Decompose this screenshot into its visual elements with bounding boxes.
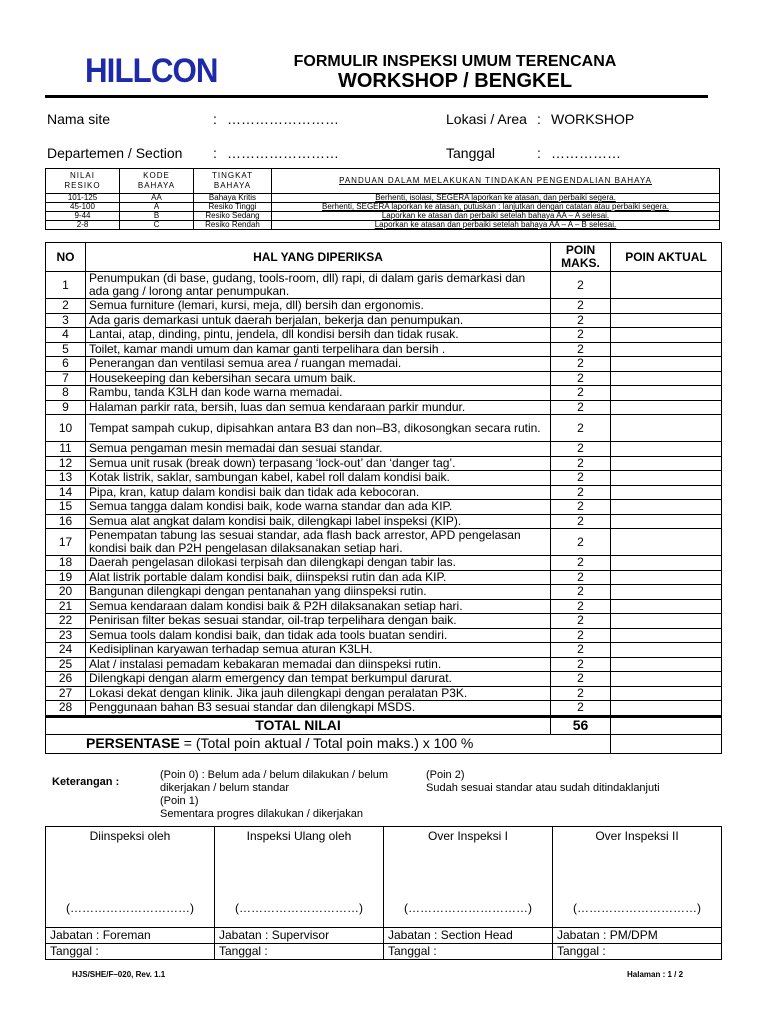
signature-name-line[interactable]: (…………………………) [573,901,701,915]
item-max-points: 2 [551,628,611,643]
item-number: 17 [46,529,86,556]
item-actual-points[interactable] [611,415,722,442]
item-max-points: 2 [551,371,611,386]
checklist-row [46,442,722,457]
item-number: 20 [46,585,86,600]
item-actual-points[interactable] [611,614,722,629]
checklist-row [46,643,722,658]
item-max-points: 2 [551,313,611,328]
form-subtitle: WORKSHOP / BENGKEL [337,70,573,92]
risk-cell: Resiko Sedang [194,212,272,221]
lokasi-value[interactable]: WORKSHOP [551,111,635,127]
signature-box-row [46,827,722,928]
site-label: Nama site [47,111,111,127]
checklist-row [46,500,722,515]
tanggal-cell[interactable]: Tanggal : [46,944,215,960]
item-number: 22 [46,614,86,629]
checklist-row [46,628,722,643]
risk-cell: Resiko Rendah [194,221,272,230]
item-text: Bangunan dilengkapi dengan pentanahan yang diinspeksi rutin. [86,585,551,600]
item-actual-points[interactable] [611,400,722,415]
item-text: Tempat sampah cukup, dipisahkan antara B3 dan non–B3, dikosongkan secara rutin. [86,415,551,442]
item-number: 21 [46,599,86,614]
checklist-row [46,701,722,717]
checklist-row [46,357,722,372]
item-text: Semua furniture (lemari, kursi, meja, dll) bersih dan ergonomis. [86,299,551,314]
item-max-points: 2 [551,701,611,717]
company-logo: HILLCON [85,52,218,90]
item-max-points: 2 [551,456,611,471]
checklist-row [46,585,722,600]
checklist-row [46,529,722,556]
item-max-points: 2 [551,400,611,415]
item-max-points: 2 [551,556,611,571]
item-number: 25 [46,657,86,672]
item-actual-points[interactable] [611,529,722,556]
col-actual-header: POIN AKTUAL [611,243,722,272]
checklist-row [46,415,722,442]
signature-box[interactable] [215,827,384,928]
persentase-label: PERSENTASE [86,735,180,751]
item-text: Semua alat angkat dalam kondisi baik, dilengkapi label inspeksi (KIP). [86,514,551,529]
item-text: Semua pengaman mesin memadai dan sesuai standar. [86,442,551,457]
risk-cell: Bahaya Kritis [194,194,272,203]
checklist-row [46,313,722,328]
risk-cell: 45-100 [46,203,120,212]
tanggal-row [46,944,722,960]
item-text: Lokasi dekat dengan klinik. Jika jauh dilengkapi dengan peralatan P3K. [86,686,551,701]
item-text: Alat / instalasi pemadam kebakaran memadai dan diinspeksi rutin. [86,657,551,672]
total-max-value: 56 [551,716,611,734]
checklist-row [46,556,722,571]
risk-cell: 101-125 [46,194,120,203]
item-actual-points[interactable] [611,657,722,672]
keterangan-poin2-label: (Poin 2) [426,769,465,781]
risk-cell: C [120,221,194,230]
item-text: Ada garis demarkasi untuk daerah berjalan, bekerja dan penumpukan. [86,313,551,328]
item-number: 7 [46,371,86,386]
item-text: Rambu, tanda K3LH dan kode warna memadai. [86,386,551,401]
risk-cell: Laporkan ke atasan dan perbaiki setelah bahaya AA – A selesai. [272,212,720,221]
item-text: Penggunaan bahan B3 sesuai standar dan dilengkapi MSDS. [86,701,551,717]
item-text: Semua unit rusak (break down) terpasang ‘lock-out’ dan ‘danger tag’. [86,456,551,471]
form-title: FORMULIR INSPEKSI UMUM TERENCANA [293,53,617,70]
tanggal-colon: : [537,145,541,161]
item-text: Kotak listrik, saklar, sambungan kabel, kabel roll dalam kondisi baik. [86,471,551,486]
item-actual-points[interactable] [611,371,722,386]
site-value[interactable]: …………………… [227,111,339,127]
persentase-value[interactable] [611,734,722,753]
item-actual-points[interactable] [611,272,722,299]
checklist-header-row [46,243,722,272]
checklist-row [46,471,722,486]
item-actual-points[interactable] [611,328,722,343]
item-number: 8 [46,386,86,401]
item-number: 5 [46,342,86,357]
item-text: Penempatan tabung las sesuai standar, ada flash back arrestor, APD pengelasan kondisi baik dan P2H pengelasan dilaksanakan setiap hari. [86,529,551,556]
item-number: 16 [46,514,86,529]
page-number: Halaman : 1 / 2 [627,970,684,979]
site-colon: : [213,111,217,127]
item-max-points: 2 [551,485,611,500]
keterangan-poin0: (Poin 0) : Belum ada / belum dilakukan / belum dikerjakan / belum standar [160,769,389,794]
item-max-points: 2 [551,599,611,614]
col-item-header: HAL YANG DIPERIKSA [86,243,551,272]
persentase-formula: = (Total poin aktual / Total poin maks.) x 100 % [179,735,474,751]
item-number: 28 [46,701,86,717]
signature-title: Inspeksi Ulang oleh [246,829,352,843]
item-actual-points[interactable] [611,342,722,357]
signature-box[interactable] [384,827,553,928]
tanggal-value[interactable]: …………… [551,145,621,161]
keterangan-label: Keterangan : [52,776,120,788]
item-actual-points[interactable] [611,313,722,328]
item-max-points: 2 [551,614,611,629]
lokasi-colon: : [537,111,541,127]
item-number: 10 [46,415,86,442]
item-max-points: 2 [551,643,611,658]
tanggal-cell[interactable]: Tanggal : [553,944,722,960]
checklist-row [46,328,722,343]
checklist-row [46,599,722,614]
risk-cell: 2-8 [46,221,120,230]
checklist-row [46,386,722,401]
total-row [46,716,722,734]
item-number: 11 [46,442,86,457]
item-actual-points[interactable] [611,556,722,571]
item-actual-points[interactable] [611,628,722,643]
item-text: Semua kendaraan dalam kondisi baik & P2H dilaksanakan setiap hari. [86,599,551,614]
col-no-header: NO [46,243,86,272]
item-max-points: 2 [551,415,611,442]
risk-cell: B [120,212,194,221]
item-number: 18 [46,556,86,571]
item-text: Kedisiplinan karyawan terhadap semua aturan K3LH. [86,643,551,658]
item-max-points: 2 [551,386,611,401]
checklist-row [46,272,722,299]
risk-header-row [46,169,720,194]
risk-header-cell: KODE BAHAYA [120,169,194,194]
item-text: Pipa, kran, katup dalam kondisi baik dan tidak ada kebocoran. [86,485,551,500]
item-max-points: 2 [551,442,611,457]
item-text: Lantai, atap, dinding, pintu, jendela, dll kondisi bersih dan tidak rusak. [86,328,551,343]
item-actual-points[interactable] [611,686,722,701]
item-number: 6 [46,357,86,372]
jabatan-row [46,928,722,944]
risk-table [45,168,720,230]
jabatan-cell: Jabatan : PM/DPM [553,928,722,944]
risk-row [46,221,720,230]
item-text: Toilet, kamar mandi umum dan kamar ganti terpelihara dan bersih . [86,342,551,357]
item-max-points: 2 [551,471,611,486]
item-text: Daerah pengelasan dilokasi terpisah dan dilengkapi dengan tabir las. [86,556,551,571]
item-actual-points[interactable] [611,701,722,717]
jabatan-cell: Jabatan : Section Head [384,928,553,944]
item-text: Halaman parkir rata, bersih, luas dan semua kendaraan parkir mundur. [86,400,551,415]
checklist-table [45,242,722,754]
risk-cell: A [120,203,194,212]
item-text: Housekeeping dan kebersihan secara umum baik. [86,371,551,386]
item-number: 13 [46,471,86,486]
checklist-row [46,514,722,529]
item-number: 3 [46,313,86,328]
persentase-row [46,734,722,753]
item-actual-points[interactable] [611,500,722,515]
jabatan-cell: Jabatan : Foreman [46,928,215,944]
dept-colon: : [213,145,217,161]
item-actual-points[interactable] [611,585,722,600]
risk-cell: Resiko Tinggi [194,203,272,212]
item-max-points: 2 [551,686,611,701]
item-number: 19 [46,570,86,585]
item-number: 26 [46,672,86,687]
item-max-points: 2 [551,299,611,314]
item-max-points: 2 [551,342,611,357]
item-number: 9 [46,400,86,415]
item-actual-points[interactable] [611,456,722,471]
tanggal-label: Tanggal [446,145,496,161]
lokasi-label: Lokasi / Area [446,111,527,127]
item-number: 4 [46,328,86,343]
item-number: 27 [46,686,86,701]
signature-title: Over Inspeksi I [427,829,509,843]
item-actual-points[interactable] [611,599,722,614]
item-max-points: 2 [551,357,611,372]
checklist-row [46,400,722,415]
keterangan-poin2-text: Sudah sesuai standar atau sudah ditindaklanjuti [426,782,660,794]
item-text: Penumpukan (di base, gudang, tools-room, dll) rapi, di dalam garis demarkasi dan ada gang / lorong antar penumpukan. [86,272,551,299]
item-actual-points[interactable] [611,643,722,658]
tanggal-cell[interactable]: Tanggal : [384,944,553,960]
item-number: 23 [46,628,86,643]
risk-cell: Berhenti, isolasi, SEGERA laporkan ke atasan, dan perbaiki segera. [272,194,720,203]
item-text: Penerangan dan ventilasi semua area / ruangan memadai. [86,357,551,372]
header-rule [45,95,708,98]
signature-title: Diinspeksi oleh [89,829,171,843]
checklist-row [46,342,722,357]
risk-header-cell: TINGKAT BAHAYA [194,169,272,194]
item-actual-points[interactable] [611,485,722,500]
checklist-row [46,371,722,386]
keterangan-poin1-label: (Poin 1) [160,795,199,807]
checklist-row [46,299,722,314]
item-max-points: 2 [551,570,611,585]
checklist-row [46,686,722,701]
checklist-row [46,456,722,471]
item-actual-points[interactable] [611,299,722,314]
checklist-row [46,570,722,585]
item-actual-points[interactable] [611,514,722,529]
risk-header-cell: NILAI RESIKO [46,169,120,194]
checklist-row [46,614,722,629]
tanggal-cell[interactable]: Tanggal : [215,944,384,960]
item-number: 2 [46,299,86,314]
item-actual-points[interactable] [611,570,722,585]
item-actual-points[interactable] [611,386,722,401]
form-code: HJS/SHE/F–020, Rev. 1.1 [72,970,166,979]
item-number: 12 [46,456,86,471]
signature-box[interactable] [553,827,722,928]
item-text: Dilengkapi dengan alarm emergency dan tempat berkumpul darurat. [86,672,551,687]
item-text: Semua tools dalam kondisi baik, dan tidak ada tools buatan sendiri. [86,628,551,643]
signature-name-line[interactable]: (…………………………) [66,901,194,915]
item-text: Semua tangga dalam kondisi baik, kode warna standar dan ada KIP. [86,500,551,515]
dept-label: Departemen / Section [47,145,183,161]
checklist-row [46,485,722,500]
risk-header-cell: PANDUAN DALAM MELAKUKAN TINDAKAN PENGENDALIAN BAHAYA [272,169,720,194]
item-max-points: 2 [551,672,611,687]
item-max-points: 2 [551,328,611,343]
item-number: 24 [46,643,86,658]
risk-cell: 9-44 [46,212,120,221]
item-actual-points[interactable] [611,357,722,372]
risk-cell: Laporkan ke atasan dan perbaiki setelah bahaya AA – A – B selesai. [272,221,720,230]
item-max-points: 2 [551,514,611,529]
item-max-points: 2 [551,272,611,299]
signature-table [45,826,722,960]
risk-cell: AA [120,194,194,203]
item-text: Penirisan filter bekas sesuai standar, oil-trap terpelihara dengan baik. [86,614,551,629]
item-number: 1 [46,272,86,299]
risk-cell: Berhenti, SEGERA laporkan ke atasan, putuskan : lanjutkan dengan catatan atau perbaiki segera. [272,203,720,212]
item-max-points: 2 [551,529,611,556]
item-max-points: 2 [551,585,611,600]
checklist-row [46,657,722,672]
total-label: TOTAL NILAI [46,716,551,734]
item-actual-points[interactable] [611,471,722,486]
total-actual-value[interactable] [611,716,722,734]
item-number: 14 [46,485,86,500]
checklist-row [46,672,722,687]
item-text: Alat listrik portable dalam kondisi baik, diinspeksi rutin dan ada KIP. [86,570,551,585]
signature-name-line[interactable]: (…………………………) [404,901,532,915]
col-max-header: POIN MAKS. [551,243,611,272]
signature-name-line[interactable]: (…………………………) [235,901,363,915]
dept-value[interactable]: …………………… [227,145,339,161]
signature-box[interactable] [46,827,215,928]
item-max-points: 2 [551,500,611,515]
item-actual-points[interactable] [611,672,722,687]
item-max-points: 2 [551,657,611,672]
signature-title: Over Inspeksi II [595,829,679,843]
keterangan-poin1-text: Sementara progres dilakukan / dikerjakan [160,808,364,820]
item-number: 15 [46,500,86,515]
item-actual-points[interactable] [611,442,722,457]
jabatan-cell: Jabatan : Supervisor [215,928,384,944]
